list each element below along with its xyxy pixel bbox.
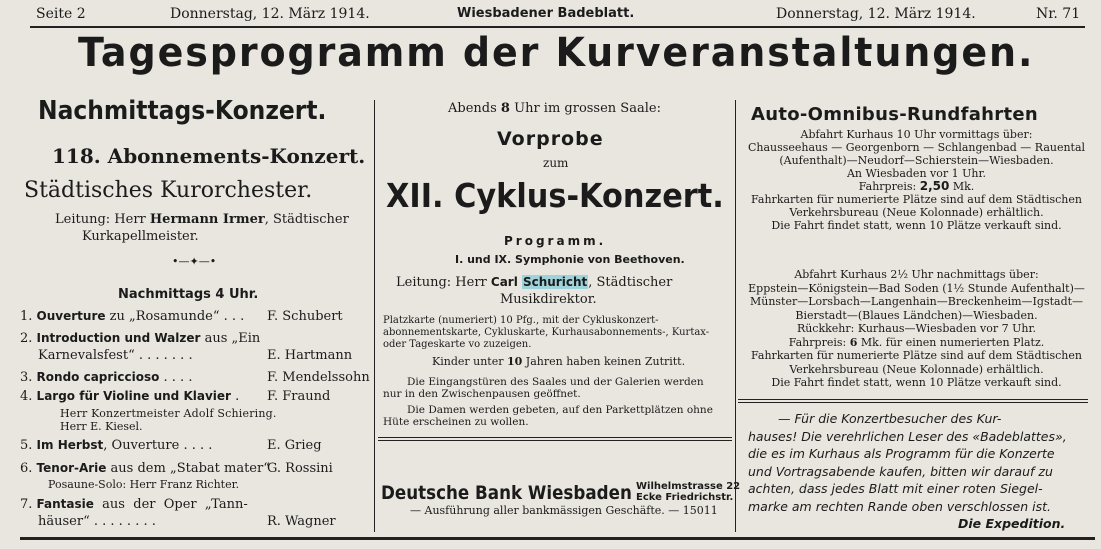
ticket-info [383,315,709,351]
tour-line: Rückkehr: Kurhaus—Wiesbaden vor 7 Uhr. [796,322,1037,335]
bank-address-line: Ecke Friedrichstr. [636,492,734,503]
page-number: Seite 2 [36,6,86,22]
program-item [20,497,248,512]
doors-notice [383,376,704,400]
ornament: •—✦—• [172,255,217,268]
conductor-last-name-highlighted: Schuricht [522,275,588,289]
afternoon-concert-heading: Nachmittags-Konzert. [38,96,327,126]
reader-notice [748,410,1067,515]
fare-line-1 [744,180,1089,193]
leader-dots: . . . [219,309,245,324]
tour-line: An Wiesbaden vor 1 Uhr. [846,167,987,180]
conductor-title: Kurkapellmeister. [82,229,199,244]
tour-line: Abfahrt Kurhaus 10 Uhr vormittags über: [800,128,1033,141]
fare-label: Fahrpreis: [788,335,850,349]
leader-dots: . . . . . . . [134,348,193,363]
piece-title: Ouverture [36,309,106,323]
orchestra-name: Städtisches Kurorchester. [24,178,313,203]
piece-title: Introduction und Walzer [36,331,201,345]
children-age: 10 [506,355,523,368]
morning-tour [744,128,1089,232]
tour-line: Münster—Lorsbach—Langenhain—Breckenheim—Igstadt— [749,295,1084,308]
music-director-title: Musikdirektor. [500,292,597,307]
rehearsal-heading: Vorprobe [497,128,604,150]
tour-line: Eppstein—Königstein—Bad Soden (1½ Stunde Aufenthalt)— [748,281,1085,295]
conductor-name: Hermann Irmer [149,212,265,227]
composer: G. Rossini [267,461,333,476]
concert-time: Nachmittags 4 Uhr. [118,287,259,302]
conductor-line [55,212,349,227]
item-number: 7. [20,497,33,512]
piece-detail: aus der Oper „Tann- [93,497,248,512]
leitung-suffix: , Städtischer [588,275,673,290]
ad-rule-top-2 [378,440,732,441]
piece-detail: aus „Ein [200,331,261,346]
children-text-end: Jahren haben keinen Zutritt. [522,355,686,368]
notice-line: marke am rechten Rande oben verschlossen ist. [748,498,1051,514]
piece-title: Fantasie [36,497,94,511]
children-text: Kinder unter [432,355,507,368]
piece-detail: häuser“ [38,514,90,529]
notice-line: die es im Kurhaus als Programm für die Konzerte [748,446,1055,461]
subscription-concert: 118. Abonnements-Konzert. [52,144,366,168]
composer: E. Grieg [267,438,322,453]
composer: F. Fraund [267,389,331,404]
composer: R. Wagner [267,514,336,529]
tour-line: Bierstadt—(Blaues Ländchen)—Wiesbaden. [795,308,1038,322]
fare-amount: 2,50 [919,179,950,193]
zum-text: zum [543,156,569,170]
date-right: Donnerstag, 12. März 1914. [776,6,976,22]
item-number: 6. [20,461,33,476]
tour-line: Verkehrsbureau (Neue Kolonnade) erhältlich. [789,206,1044,219]
piece-detail: aus dem „Stabat mater“ [106,461,270,476]
item-number: 5. [20,438,33,453]
ladies-notice [383,404,713,428]
omnibus-heading: Auto-Omnibus-Rundfahrten [751,104,1038,125]
doors-line: Die Eingangstüren des Saales und der Galerien werden [407,376,704,388]
bottom-rule [20,537,1095,540]
ladies-line: Die Damen werden gebeten, auf den Parkettplätzen ohne [407,404,713,416]
soloist: Posaune-Solo: Herr Franz Richter. [48,478,240,491]
item-number: 1. [20,309,33,324]
leader-dots: . . . . . . . . [89,514,156,529]
composer: F. Schubert [267,309,343,324]
ticket-line: oder Tageskarte vo zuzeigen. [383,339,532,350]
newspaper-name: Wiesbadener Badeblatt. [457,6,635,21]
ticket-line: Platzkarte (numeriert) 10 Pfg., mit der Cykluskonzert- [383,315,659,326]
tour-line: Fahrkarten für numerierte Plätze sind auf dem Städtischen [751,193,1082,206]
header-rule [30,26,1085,28]
date-left: Donnerstag, 12. März 1914. [170,6,370,22]
fare-line-2 [744,336,1089,350]
intro-rest: Uhr im grossen Saale: [514,101,661,116]
conductor-suffix: , Städtischer [264,212,349,227]
item-number: 4. [20,389,33,404]
doors-line: nur in den Zwischenpausen geöffnet. [383,388,581,400]
bank-tagline: — Ausführung aller bankmässigen Geschäfte. — 15011 [410,504,718,517]
fare-amount: 6 [849,335,858,349]
notice-line: hauses! Die verehrlichen Leser des «Badeblattes», [748,428,1067,444]
ad-rule-top [378,437,732,438]
column-rule-left [374,100,375,532]
notice-line: und Vortragsabende kaufen, bitten wir darauf zu [748,463,1053,479]
program-item [20,389,239,404]
fare-label: Fahrpreis: [858,180,920,193]
column-rule-right [735,100,736,532]
notice-line: — Für die Konzertbesucher des Kur- [778,411,1002,426]
item-number: 3. [20,370,33,385]
leitung-prefix: Leitung: Herr [396,275,491,290]
soloist: Herr E. Kiesel. [60,420,143,433]
piece-title: Largo für Violine und Klavier [36,389,231,403]
fare-unit: Mk. für einen numerierten Platz. [857,335,1045,349]
bank-address [636,481,740,503]
tour-line: Abfahrt Kurhaus 2½ Uhr nachmittags über: [794,268,1039,281]
notice-line: achten, dass jedes Blatt mit einer roten Siegel- [748,481,1043,496]
notice-rule-2 [738,402,1088,403]
piece-detail: zu „Rosamunde“ [105,309,220,324]
program-item [20,461,270,476]
piece-detail: , Ouverture [103,438,180,453]
fare-unit: Mk. [949,180,975,193]
issue-number: Nr. 71 [1036,6,1081,22]
program-item [20,309,244,324]
programm-heading: Programm. [504,234,607,248]
children-notice [432,355,685,368]
intro-time: 8 [500,101,510,116]
item-number: 2. [20,331,33,346]
composer: F. Mendelssohn [267,370,370,385]
music-director-line [396,275,672,290]
piece-title: Im Herbst [36,438,104,452]
tour-line: Fahrkarten für numerierte Plätze sind auf dem Städtischen [751,349,1082,362]
tour-line: Die Fahrt findet statt, wenn 10 Plätze verkauft sind. [771,219,1062,232]
program-item [20,438,212,453]
program-item-continued [38,514,156,529]
conductor-prefix: Leitung: Herr [55,212,150,227]
leader-dots: . . . . [159,370,193,385]
intro-text: Abends [448,101,497,116]
soloist: Herr Konzertmeister Adolf Schiering. [60,407,277,420]
ticket-line: abonnementskarte, Cykluskarte, Kurhausabonnements-, Kurtax- [383,327,710,338]
symphony-line: I. und IX. Symphonie von Beethoven. [455,253,685,266]
tour-line: Chausseehaus — Georgenborn — Schlangenbad — Rauental [747,141,1086,154]
conductor-first-name: Carl [490,275,518,289]
tour-line: Verkehrsbureau (Neue Kolonnade) erhältlich. [789,362,1044,376]
main-title: Tagesprogramm der Kurveranstaltungen. [78,30,1035,76]
leader-dots: . [230,389,240,404]
piece-title: Tenor-Arie [36,461,107,475]
bank-address-line: Wilhelmstrasse 22 [636,481,741,492]
cycle-concert-heading: XII. Cyklus-Konzert. [386,176,724,215]
piece-title: Rondo capriccioso [36,370,160,384]
evening-intro [448,101,661,116]
program-item-continued [38,348,193,363]
ladies-line: Hüte erscheinen zu wollen. [383,416,529,428]
program-item [20,331,260,346]
piece-detail: Karnevalsfest“ [38,348,135,363]
tour-line: Die Fahrt findet statt, wenn 10 Plätze verkauft sind. [771,376,1062,389]
expedition-signature: Die Expedition. [958,516,1066,531]
afternoon-tour [744,268,1089,390]
leader-dots: . . . . [179,438,213,453]
composer: E. Hartmann [267,348,353,363]
program-item [20,370,192,385]
tour-line: (Aufenthalt)—Neudorf—Schierstein—Wiesbaden. [779,154,1054,167]
bank-ad-name: Deutsche Bank Wiesbaden [381,482,632,504]
notice-rule [738,399,1088,400]
